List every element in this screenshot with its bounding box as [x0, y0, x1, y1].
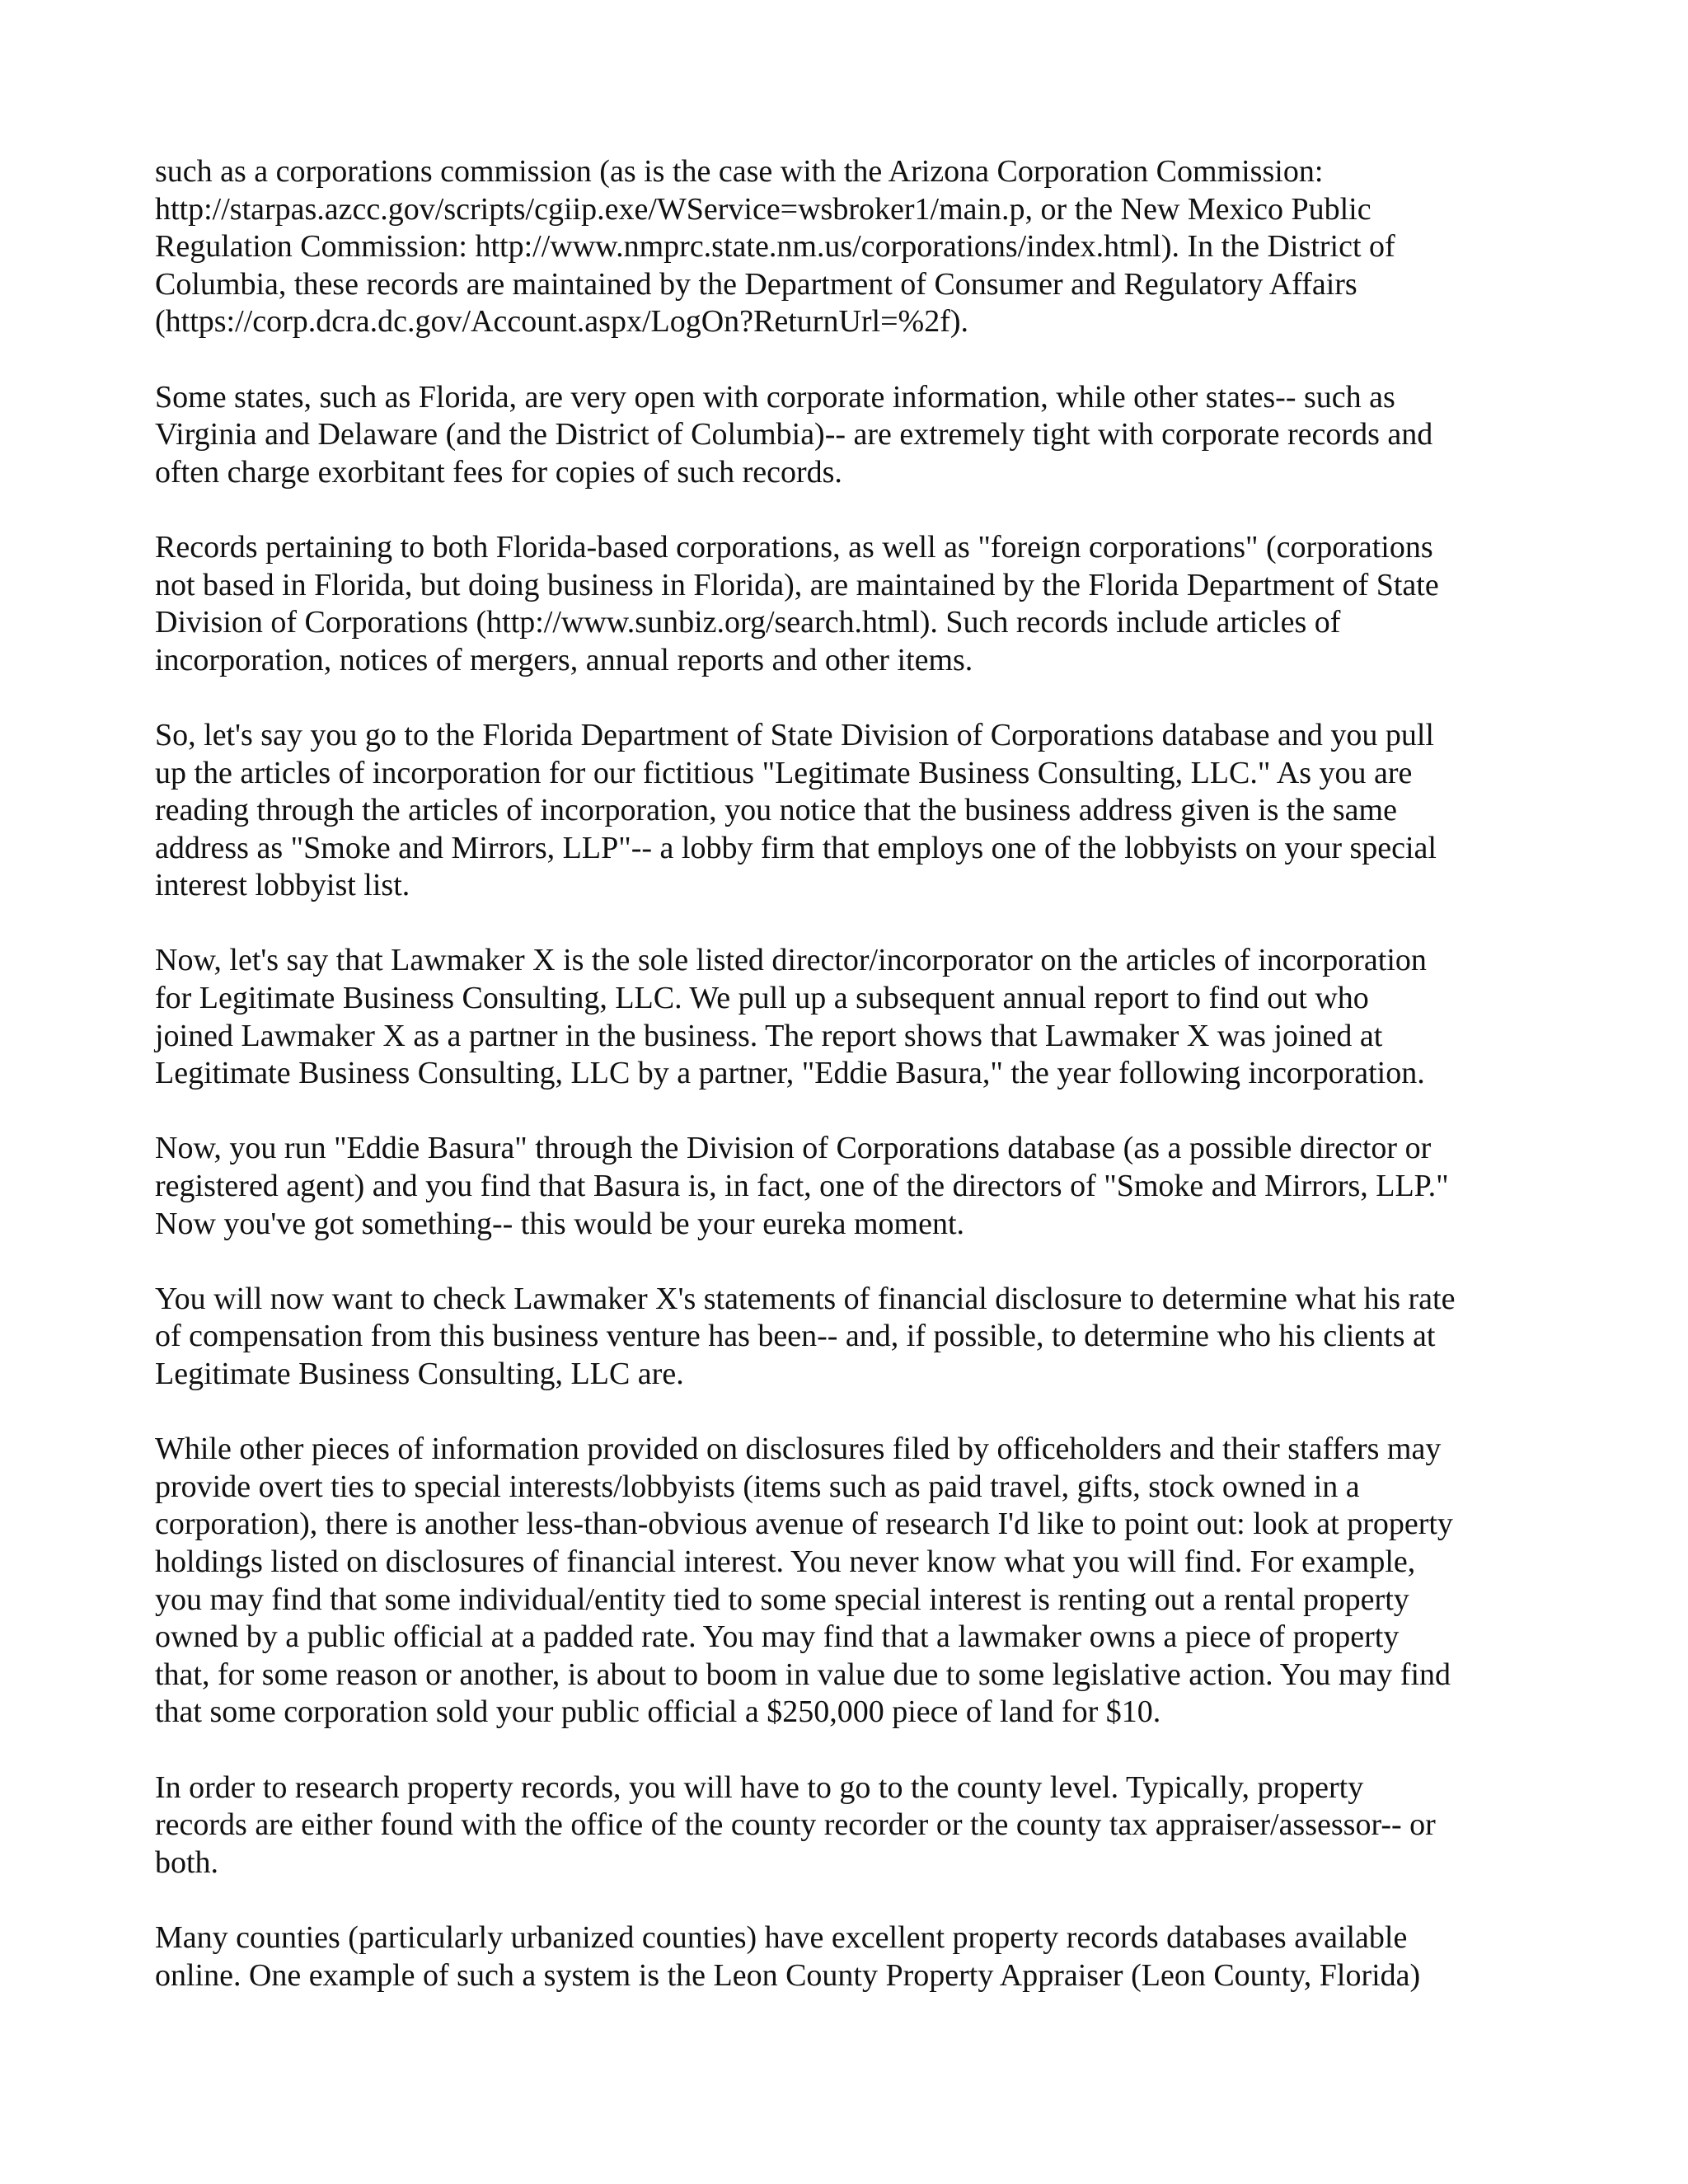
paragraph-articles-example: So, let's say you go to the Florida Department of State Division of Corporations database and you pull up the articles of incorporation for our fictitious "Legitimate Business Consulting, LLC." As you are reading through the articles of incorporation, you notice that the business address given is the same address as "Smoke and Mirrors, LLP"-- a lobby firm that employs one of the lobbyists on your special interest lobbyist list. [155, 717, 1437, 903]
paragraph-lawmaker-x: Now, let's say that Lawmaker X is the sole listed director/incorporator on the articles of incorporation for Legitimate Business Consulting, LLC. We pull up a subsequent annual report to find out who joined Lawmaker X as a partner in the business. The report shows that Lawmaker X was joined at Legitimate Business Consulting, LLC by a partner, "Eddie Basura," the year following incorporation. [155, 943, 1427, 1091]
document-body [155, 153, 1548, 1994]
paragraph-corporations-commission: such as a corporations commission (as is the case with the Arizona Corporation Commission: http://starpas.azcc.gov/scripts/cgiip.exe/WService=wsbroker1/main.p, or the New Mexico Public Regulation Commission: http://www.nmprc.state.nm.us/corporations/index.html). In the District of Columbia, these records are maintained by the Department of Consumer and Regulatory Affairs (https://corp.dcra.dc.gov/Account.aspx/LogOn?ReturnUrl=%2f). [155, 154, 1395, 340]
paragraph-financial-disclosure: You will now want to check Lawmaker X's statements of financial disclosure to determine what his rate of compensation from this business venture has been-- and, if possible, to determine who his clients at Legitimate Business Consulting, LLC are. [155, 1281, 1456, 1391]
paragraph-county-level: In order to research property records, you will have to go to the county level. Typically, property records are either found with the office of the county recorder or the county tax appraiser/assessor-- or both. [155, 1769, 1436, 1880]
paragraph-florida-records: Records pertaining to both Florida-based corporations, as well as "foreign corporations" (corporations not based in Florida, but doing business in Florida), are maintained by the Florida Department of State Division of Corporations (http://www.sunbiz.org/search.html). Such records include articles of incorporation, notices of mergers, annual reports and other items. [155, 529, 1439, 677]
paragraph-state-openness: Some states, such as Florida, are very open with corporate information, while other states-- such as Virginia and Delaware (and the District of Columbia)-- are extremely tight with corporate records and often charge exorbitant fees for copies of such records. [155, 379, 1433, 490]
paragraph-eddie-basura: Now, you run "Eddie Basura" through the Division of Corporations database (as a possible director or registered agent) and you find that Basura is, in fact, one of the directors of "Smoke and Mirrors, LLP." Now you've got something-- this would be your eureka moment. [155, 1131, 1449, 1241]
paragraph-online-databases: Many counties (particularly urbanized counties) have excellent property records databases available online. One example of such a system is the Leon County Property Appraiser (Leon County, Florida) [155, 1919, 1421, 1993]
paragraph-property-holdings: While other pieces of information provided on disclosures filed by officeholders and their staffers may provide overt ties to special interests/lobbyists (items such as paid travel, gifts, stock owned in a corporation), there is another less-than-obvious avenue of research I'd like to point out: look at property holdings listed on disclosures of financial interest. You never know what you will find. For example, you may find that some individual/entity tied to some special interest is renting out a rental property owned by a public official at a padded rate. You may find that a lawmaker owns a piece of property that, for some reason or another, is about to boom in value due to some legislative action. You may find that some corporation sold your public official a $250,000 piece of land for $10. [155, 1432, 1453, 1730]
